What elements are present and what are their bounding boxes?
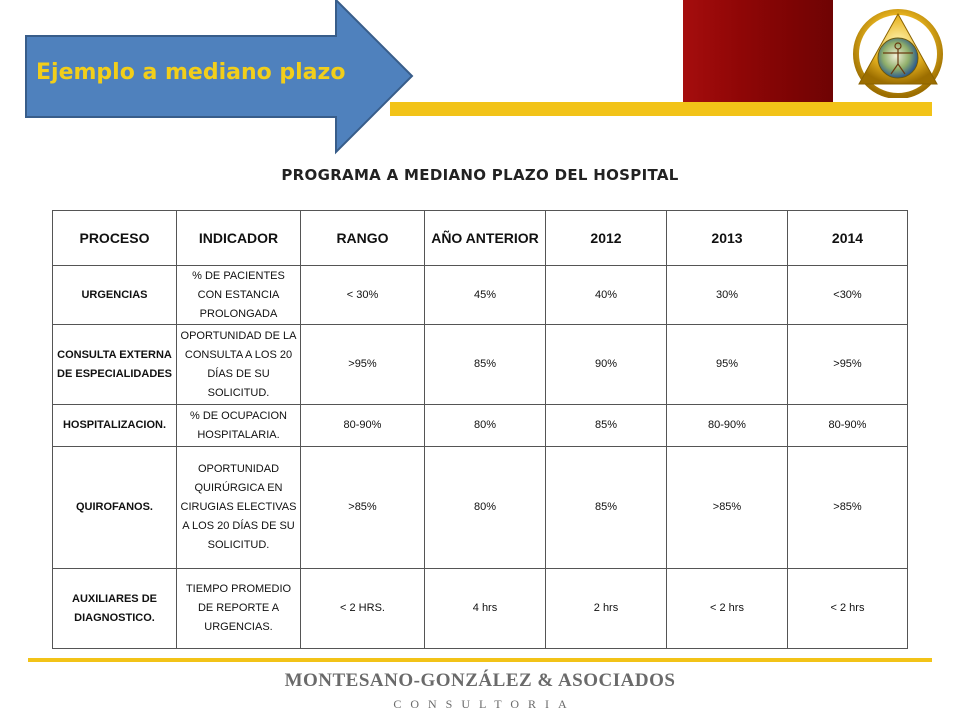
header-2014: 2014 (788, 211, 908, 266)
header-proceso: PROCESO (53, 211, 177, 266)
header-2013: 2013 (667, 211, 788, 266)
cell-ano-anterior: 80% (425, 405, 546, 447)
cell-2012: 90% (546, 325, 667, 405)
red-accent-bar (683, 0, 833, 102)
cell-indicador: OPORTUNIDAD QUIRÚRGICA EN CIRUGIAS ELECTIVAS A LOS 20 DÍAS DE SU SOLICITUD. (177, 447, 301, 569)
cell-proceso: CONSULTA EXTERNA DE ESPECIALIDADES (53, 325, 177, 405)
table-row (53, 569, 908, 649)
table-row (53, 447, 908, 569)
header-ano-anterior: AÑO ANTERIOR (425, 211, 546, 266)
cell-2014: >85% (788, 447, 908, 569)
cell-proceso: AUXILIARES DE DIAGNOSTICO. (53, 569, 177, 649)
cell-ano-anterior: 85% (425, 325, 546, 405)
cell-rango: 80-90% (301, 405, 425, 447)
gold-divider-top (390, 102, 932, 116)
cell-2012: 85% (546, 405, 667, 447)
table-row (53, 325, 908, 405)
cell-2012: 2 hrs (546, 569, 667, 649)
cell-2012: 85% (546, 447, 667, 569)
cell-rango: >95% (301, 325, 425, 405)
cell-proceso: QUIROFANOS. (53, 447, 177, 569)
company-subtitle: CONSULTORIA (393, 697, 576, 711)
gold-divider-bottom (28, 658, 932, 662)
cell-2012: 40% (546, 266, 667, 325)
cell-2013: >85% (667, 447, 788, 569)
company-name: MONTESANO-GONZÁLEZ & ASOCIADOS (284, 670, 676, 691)
table-header-row (53, 211, 908, 266)
table-row (53, 266, 908, 325)
cell-2014: <30% (788, 266, 908, 325)
slide-title: Ejemplo a mediano plazo (36, 60, 346, 85)
cell-indicador: TIEMPO PROMEDIO DE REPORTE A URGENCIAS. (177, 569, 301, 649)
cell-proceso: URGENCIAS (53, 266, 177, 325)
cell-2013: 95% (667, 325, 788, 405)
cell-indicador: OPORTUNIDAD DE LA CONSULTA A LOS 20 DÍAS DE SU SOLICITUD. (177, 325, 301, 405)
cell-2013: 80-90% (667, 405, 788, 447)
cell-ano-anterior: 80% (425, 447, 546, 569)
cell-proceso: HOSPITALIZACION. (53, 405, 177, 447)
header-rango: RANGO (301, 211, 425, 266)
cell-2014: >95% (788, 325, 908, 405)
cell-ano-anterior: 4 hrs (425, 569, 546, 649)
program-table (52, 210, 908, 649)
table-row (53, 405, 908, 447)
cell-rango: < 2 HRS. (301, 569, 425, 649)
cell-2013: 30% (667, 266, 788, 325)
cell-2013: < 2 hrs (667, 569, 788, 649)
vitruvian-man-triangle-logo-icon (853, 8, 943, 98)
cell-indicador: % DE OCUPACION HOSPITALARIA. (177, 405, 301, 447)
cell-ano-anterior: 45% (425, 266, 546, 325)
header-indicador: INDICADOR (177, 211, 301, 266)
header-2012: 2012 (546, 211, 667, 266)
cell-indicador: % DE PACIENTES CON ESTANCIA PROLONGADA (177, 266, 301, 325)
cell-2014: 80-90% (788, 405, 908, 447)
page-title: PROGRAMA A MEDIANO PLAZO DEL HOSPITAL (281, 166, 679, 184)
cell-rango: < 30% (301, 266, 425, 325)
cell-2014: < 2 hrs (788, 569, 908, 649)
cell-rango: >85% (301, 447, 425, 569)
